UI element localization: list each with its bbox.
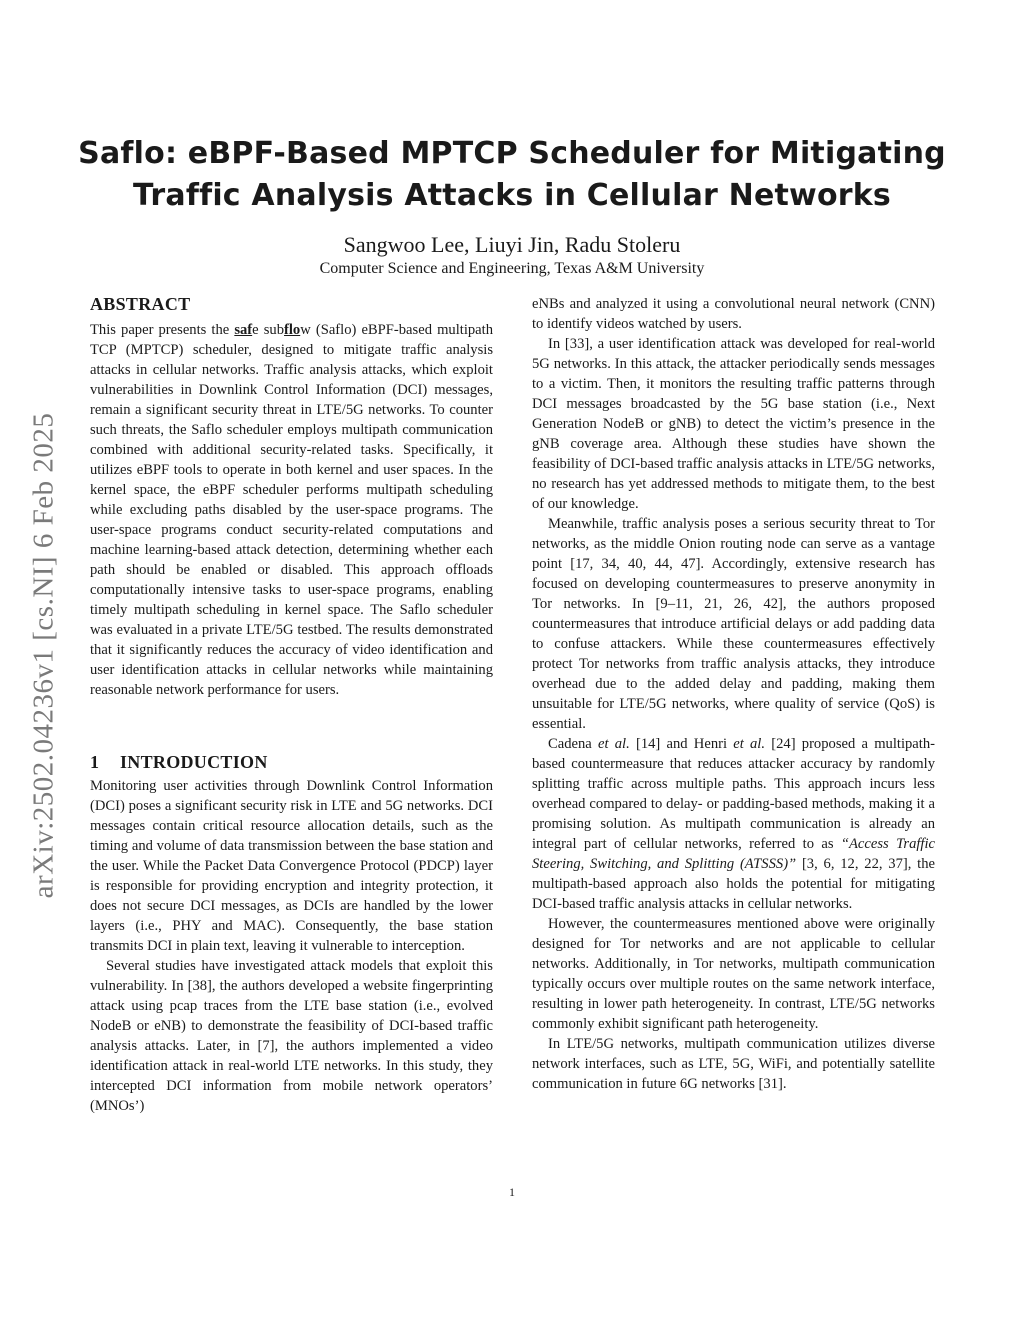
paragraph: In [33], a user identification attack was developed for real-world 5G networks. In this attack, the attacker periodically sends messages to a victim. Then, it monitors the resulting traffic patterns through DCI messages broadcasted by the 5G base station (i.e., Next Generation NodeB or gNB) to detect the victim’s presence in the gNB coverage area. Although these studies have shown the feasibility of DCI-based traffic analysis attacks in LTE/5G networks, no research has yet addressed methods to mitigate them, to the best of our knowledge. xyxy=(532,336,935,512)
abstract-heading: ABSTRACT xyxy=(90,294,191,314)
emphasized-term: “Access Traffic Steering, Switching, and Splitting (ATSSS)” xyxy=(532,836,936,872)
arxiv-id: arXiv:2502.04236v1 [cs.NI] 6 Feb 2025 xyxy=(27,412,60,898)
paragraph: Cadena et al. [14] and Henri et al. [24] proposed a multipath-based countermeasure that reduces attacker accuracy by randomly splitting traffic across multiple paths. This approach incurs less overhead compared to delay- or padding-based methods, making it a promising solution. As multipath communication is already an integral part of cellular networks, referred to as “Access Traffic Steering, Switching, and Splitting (ATSSS)” [3, 6, 12, 22, 37], the multipath-based approach also holds the potential for mitigating DCI-based traffic analysis attacks in cellular networks. xyxy=(532,736,936,912)
acronym-emphasis: saf xyxy=(234,322,253,338)
paragraph: eNBs and analyzed it using a convolutional neural network (CNN) to identify videos watched by users. xyxy=(532,296,935,332)
author-list: Sangwoo Lee, Liuyi Jin, Radu Stoleru xyxy=(343,232,681,257)
paragraph: Meanwhile, traffic analysis poses a serious security threat to Tor networks, as the middle Onion routing node can serve as a vantage point [17, 34, 40, 44, 47]. Accordingly, extensive research has focused on developing countermeasures to preserve anonymity in Tor networks. In [9–11, 21, 26, 42], the authors proposed countermeasures that introduce artificial delays or add padding data to confuse attackers. While these countermeasures effectively protect Tor networks from traffic analysis attacks, they introduce overhead due to the added delay and padding, making them unsuitable for LTE/5G networks, where quality of service (QoS) is essential. xyxy=(532,516,935,732)
paragraph: Monitoring user activities through Downlink Control Information (DCI) poses a significant security risk in LTE and 5G networks. DCI messages contain critical resource allocation details, such as the timing and volume of data transmission between the base station and the user. While the Packet Data Convergence Protocol (PDCP) layer is responsible for providing encryption and integrity protection, it does not secure DCI messages, as DCIs are handled by the lower layers (i.e., PHY and MAC). Consequently, the base station transmits DCI in plain text, leaving it vulnerable to interception. xyxy=(90,778,493,954)
paper-title xyxy=(60,133,964,217)
acronym-emphasis: flo xyxy=(284,322,301,338)
paragraph: In LTE/5G networks, multipath communication utilizes diverse network interfaces, such as LTE, 5G, WiFi, and potentially satellite communication in future 6G networks [31]. xyxy=(532,1036,935,1092)
right-column xyxy=(532,294,935,1094)
left-column xyxy=(90,292,493,1116)
section-number: 1 xyxy=(90,752,100,772)
paragraph: However, the countermeasures mentioned above were originally designed for Tor networks and are not applicable to cellular networks. Additionally, in Tor networks, multipath communication typically occurs over multiple routes on the same network interface, resulting in lower path heterogeneity. In contrast, LTE/5G networks commonly exhibit significant path heterogeneity. xyxy=(532,916,935,1032)
section-title: INTRODUCTION xyxy=(120,752,268,772)
abstract-text: This paper presents the safe subflow (Saflo) eBPF-based multipath TCP (MPTCP) scheduler, designed to mitigate traffic analysis attacks in cellular networks. Traffic analysis attacks, which exploit vulnerabilities in Downlink Control Information (DCI) messages, remain a significant security threat in LTE/5G networks. To counter such threats, the Saflo scheduler employs multipath communication combined with additional security-related tasks. Specifically, it utilizes eBPF tools to operate in both kernel and user spaces. In the kernel space, the eBPF scheduler performs multipath scheduling while excluding paths disabled by the user-space programs. The user-space programs conduct security-related computations and machine learning-based attack detection, determining whether each path should be enabled or disabled. This approach offloads computationally intensive tasks to user-space programs, enabling timely multipath scheduling in kernel space. The Saflo scheduler was evaluated in a private LTE/5G testbed. The results demonstrated that it significantly reduces the accuracy of video identification and user identification attacks in cellular networks while maintaining reasonable network performance for users. xyxy=(90,322,494,698)
arxiv-stamp xyxy=(27,375,60,935)
page-number: 1 xyxy=(509,1185,515,1199)
section-heading-introduction xyxy=(90,750,493,774)
paragraph: Several studies have investigated attack models that exploit this vulnerability. In [38], the authors developed a website fingerprinting attack using pcap traces from the LTE base station (i.e., evolved NodeB or eNB) to demonstrate the feasibility of DCI-based traffic analysis attacks. Later, in [7], the authors implemented a video identification attack in real-world LTE networks. In this study, they intercepted DCI information from mobile network operators’ (MNOs’) xyxy=(90,958,493,1114)
title-line-2: Traffic Analysis Attacks in Cellular Networks xyxy=(133,178,891,213)
title-line-1: Saflo: eBPF-Based MPTCP Scheduler for Mitigating xyxy=(78,136,946,171)
affiliation: Computer Science and Engineering, Texas A&M University xyxy=(319,260,705,277)
